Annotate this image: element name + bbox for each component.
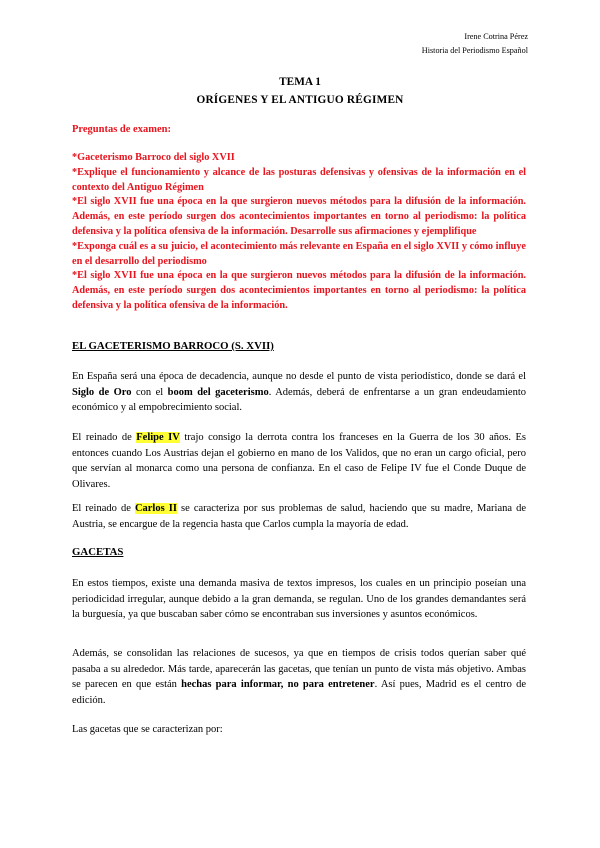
text-run: . Así pues, Madrid es el centro de edición. xyxy=(72,679,526,706)
paragraph xyxy=(72,430,526,492)
exam-question: *Exponga cuál es a su juicio, el acontecimiento más relevante en España en el siglo XVII y cómo influye en el desarrollo del periodismo xyxy=(72,240,526,267)
exam-questions-heading: Preguntas de examen: xyxy=(72,124,171,135)
paragraph xyxy=(72,576,526,623)
text-run: con el xyxy=(131,386,168,398)
paragraph xyxy=(72,501,526,532)
bold-text: hechas para informar, no para entretener xyxy=(181,679,375,691)
exam-question: *El siglo XVII fue una época en la que surgieron nuevos métodos para la difusión de la información. Además, en este período surgen dos acontecimientos importantes en torno al periodismo: la política defensiva y la política ofensiva de la información. Desarrolle sus afirmaciones y ejemplifique xyxy=(72,196,526,237)
highlighted-text: Felipe IV xyxy=(136,432,180,443)
bold-text: Siglo de Oro xyxy=(72,386,132,398)
page-header xyxy=(422,30,528,58)
paragraph xyxy=(72,646,526,708)
exam-question: *Gaceterismo Barroco del siglo XVII xyxy=(72,152,235,163)
bold-text: boom del gaceterismo xyxy=(167,386,269,398)
text-run: . Además, deberá de enfrentarse a un gran endeudamiento económico y al empobrecimiento social. xyxy=(72,386,526,414)
text-run: Además, se consolidan las relaciones de sucesos, ya que en tiempos de crisis todos querían saber qué pasaba a su alrededor. Más tarde, aparecerán las gacetas, que tenían un punto de vista más objetivo. Ambas se parecen en que están xyxy=(72,648,526,691)
highlighted-text: Carlos II xyxy=(134,503,177,514)
text-run: Las gacetas que se caracterizan por: xyxy=(72,724,223,735)
text-run: se caracteriza por sus problemas de salud, haciendo que su madre, Mariana de Austria, se encargue de la regencia hasta que Carlos cumpla la mayoría de edad. xyxy=(72,503,527,530)
header-author: Irene Cotrina Pérez xyxy=(464,32,528,41)
exam-questions-list xyxy=(72,151,526,314)
page-subtitle: ORÍGENES Y EL ANTIGUO RÉGIMEN xyxy=(196,94,404,106)
text-run: El reinado de xyxy=(72,432,137,443)
text-run: trajo consigo la derrota contra los franceses en la Guerra de los 30 años. Es entonces cuando Los Austrias dejan el gobierno en mano de los Validos, que no eran un cargo oficial, pero que servían al monarca como una persona de confianza. En el caso de Felipe IV fue el Conde Duque de Olivares. xyxy=(72,432,526,490)
section-heading-gaceterismo: EL GACETERISMO BARROCO (S. XVII) xyxy=(72,340,274,352)
paragraph xyxy=(72,722,526,738)
page-title: TEMA 1 xyxy=(279,76,321,88)
exam-question: *El siglo XVII fue una época en la que surgieron nuevos métodos para la difusión de la información. Además, en este período surgen dos acontecimientos importantes en torno al periodismo: la política defensiva y la política ofensiva de la información. xyxy=(72,270,526,311)
header-course: Historia del Periodismo Español xyxy=(421,46,528,55)
text-run: El reinado de xyxy=(72,503,135,514)
paragraph xyxy=(72,369,526,416)
exam-question: *Explique el funcionamiento y alcance de las posturas defensivas y ofensivas de la información en el contexto del Antiguo Régimen xyxy=(72,166,526,193)
section-heading-gacetas: GACETAS xyxy=(72,546,124,558)
text-run: En España será una época de decadencia, aunque no desde el punto de vista periodístico, donde se dará el xyxy=(72,371,526,382)
text-run: En estos tiempos, existe una demanda masiva de textos impresos, los cuales en un principio poseían una periodicidad irregular, aunque debido a la gran demanda, se regulan. Uno de los grandes demandantes será la burguesía, ya que buscaban saber cómo se encontraban sus inversiones y asuntos económicos. xyxy=(72,578,526,621)
